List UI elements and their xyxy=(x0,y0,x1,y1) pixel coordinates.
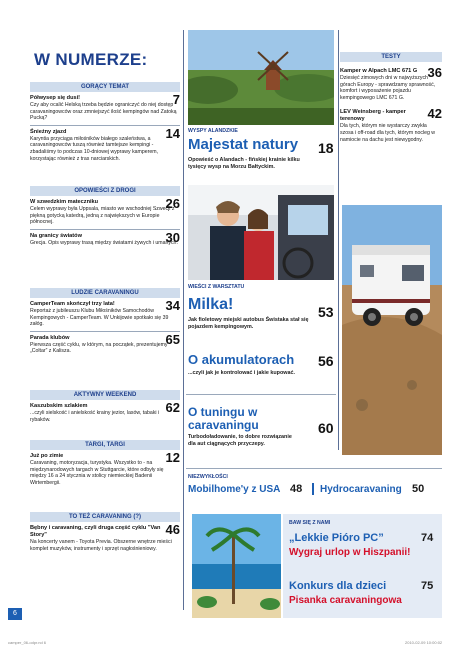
feature1-num: 18 xyxy=(318,140,334,156)
article-desc: Celem wyprawy była Uppsala, miasto we wschodniej Szwecji z piękną gotycką katedrą, jedną z największych w Europie północnej. xyxy=(30,206,175,226)
article-title: Na granicy światów xyxy=(30,232,82,239)
feature3-desc: ...czyli jak je kontrolować i jakie kupować. xyxy=(188,370,295,376)
article-title: Kaszubskim szlakiem xyxy=(30,403,88,409)
contest-box xyxy=(283,514,442,618)
section xyxy=(30,82,180,162)
tests-header: TESTY xyxy=(340,52,442,62)
test-desc: Dla tych, którym nie wystarczy zwykła szosa i off-road dla tych, którym nocleg w namiocie na dachu jest niewygodny. xyxy=(340,123,436,143)
article-item[interactable] xyxy=(30,92,180,126)
rule-misc xyxy=(186,468,442,469)
section-header: TARGI, TARGI xyxy=(30,440,180,450)
test-desc: Dziesięć zimowych dni w najwyższych górach Europy - sprawdzamy sprawność, komfort i wyposażenie pojazdu kempingowego LMC 671 G. xyxy=(340,75,436,101)
test-title: LEV Weinsberg - kamper terenowy xyxy=(340,109,406,123)
article-item[interactable] xyxy=(30,331,180,355)
article-page: 62 xyxy=(165,400,180,415)
misc-item1: Mobilhome'y z USA xyxy=(188,484,281,495)
article-item[interactable] xyxy=(30,522,180,552)
couple-photo xyxy=(188,185,334,280)
test-page: 42 xyxy=(427,106,442,122)
misc-divider xyxy=(312,483,314,495)
item-rule xyxy=(30,229,180,230)
article-desc: Na koncerty vanem - Toyota Previa. Obszerne wnętrze mieści komplet muzyków, instrumenty i sprzęt nagłośnieniowy. xyxy=(30,539,172,552)
section-header: GORĄCY TEMAT xyxy=(30,82,180,92)
article-desc: Karyntia przyciąga miłośników białego szaleństwa, a caravaningowców tuszą również tamtejsze kempingi - zbadaliśmy to podczas 10-dniowej wyprawy kamperem, korzystając również z tras narciarskich. xyxy=(30,135,159,162)
article-page: 7 xyxy=(172,92,180,107)
camper-photo xyxy=(342,205,442,455)
feature1-tag: WYSPY ALANDZKIE xyxy=(188,128,238,134)
article-item[interactable] xyxy=(30,125,180,162)
misc-item2: Hydrocaravaning xyxy=(320,484,402,495)
article-page: 34 xyxy=(165,298,180,313)
feature4-desc: Turbodoładowanie, to dobre rozwiązanie dla aut ciągnących przyczepy. xyxy=(188,434,292,447)
contest-tag: BAW SIĘ Z NAMI xyxy=(289,520,331,526)
article-page: 30 xyxy=(165,229,180,245)
item-rule xyxy=(30,125,180,126)
article-desc: Grecja. Opis wyprawy trasą między światami żywych i umarłych. xyxy=(30,239,178,246)
article-desc: Czy aby ocalić Helską trzeba będzie ograniczyć do niej dostęp caravaningowców oraz zmniejszyć ilość kempingów nad Zatoką Pucką? xyxy=(30,102,177,122)
article-desc: Caravaning, motoryzacja, turystyka. Wszystko to - na międzynarodowych targach w Stuttgarcie, które odbyły się między 16 a 24 stycznia w stolicy niemieckiej Badenii Wirtembergii. xyxy=(30,460,164,486)
section-header: LUDZIE CARAVANINGU xyxy=(30,288,180,298)
section-header: AKTYWNY WEEKEND xyxy=(30,390,180,400)
beach-photo xyxy=(192,514,281,618)
article-title: Bębny i caravaning, czyli druga część cyklu "Van Story" xyxy=(30,525,161,538)
article-title: CamperTeam skończył trzy lata! xyxy=(30,301,115,307)
article-page: 12 xyxy=(165,450,180,465)
article-item[interactable] xyxy=(30,229,180,247)
feature3-title: O akumulatorach xyxy=(188,352,295,367)
divider-left xyxy=(183,30,184,610)
section xyxy=(30,512,180,552)
section xyxy=(30,288,180,355)
contest-num1: 74 xyxy=(421,532,434,544)
contest-sub1: Wygraj urlop w Hiszpanii! xyxy=(289,547,411,558)
tests-column xyxy=(340,52,442,143)
article-page: 65 xyxy=(165,331,180,347)
section xyxy=(30,440,180,486)
main-title: W NUMERZE: xyxy=(34,50,148,69)
article-page: 46 xyxy=(165,522,180,537)
feature3-num: 56 xyxy=(318,353,334,369)
test-item[interactable] xyxy=(340,106,442,143)
footer-left: camper_06-odpr.nd 6 xyxy=(8,640,47,645)
article-title: Półwysep się dusi! xyxy=(30,95,81,101)
misc-num2: 50 xyxy=(412,483,425,495)
section xyxy=(30,186,180,246)
feature4-num: 60 xyxy=(318,420,334,436)
article-item[interactable] xyxy=(30,196,180,230)
article-item[interactable] xyxy=(30,400,180,423)
island-photo xyxy=(188,30,334,125)
article-item[interactable] xyxy=(30,298,180,332)
test-page: 36 xyxy=(427,65,442,80)
divider-right xyxy=(338,30,339,450)
test-item[interactable] xyxy=(340,65,442,101)
feature1-desc: Opowieść o Alandach - fińskiej krainie kilku tysięcy wysp na Morzu Bałtyckim. xyxy=(188,157,300,170)
feature2-title: Milka! xyxy=(188,296,234,313)
feature2-tag: WIEŚCI Z WARSZTATU xyxy=(188,284,245,290)
article-desc: Reportaż z jubileuszu Klubu Miłośników Samochodów Kempingowych - CamperTeam. W Unkijowie spotkało się 39 załóg. xyxy=(30,308,169,328)
misc-tag: NIEZWYKŁOŚCI xyxy=(188,474,228,480)
test-title: Kamper w Alpach LMC 671 G xyxy=(340,68,418,74)
footer-right: 2010-02-09 10:00:02 xyxy=(405,640,443,645)
misc-num1: 48 xyxy=(290,483,303,495)
rule-middle xyxy=(186,394,336,395)
section xyxy=(30,390,180,423)
article-desc: Pierwsza część cyklu, w którym, na początek, prezentujemy „Coltar” z Kalisza. xyxy=(30,341,168,355)
feature1-title: Majestat natury xyxy=(188,136,299,153)
article-desc: ...czyli sielskość i anielskość krainy jezior, lasów, tabaki i rybaków. xyxy=(30,410,160,423)
feature2-num: 53 xyxy=(318,304,334,320)
article-page: 26 xyxy=(165,196,180,211)
article-title: W szwedzkim mateczniku xyxy=(30,199,99,205)
feature4-title: O tuningu w caravaningu xyxy=(188,405,259,432)
feature2-desc: Jak fioletowy miejski autobus Świstaka stał się pojazdem kempingowym. xyxy=(188,317,309,330)
contest-title1: „Lekkie Pióro PC” xyxy=(289,532,384,544)
article-title: Już po zimie xyxy=(30,453,64,459)
article-title: Śnieżny zjazd xyxy=(30,128,67,135)
article-title: Parada klubów xyxy=(30,334,70,341)
contest-num2: 75 xyxy=(421,580,434,592)
article-page: 14 xyxy=(165,125,180,141)
item-rule xyxy=(30,331,180,332)
article-item[interactable] xyxy=(30,450,180,486)
contest-title2: Konkurs dla dzieci xyxy=(289,580,387,592)
tests-list xyxy=(340,65,442,143)
page-number: 6 xyxy=(8,608,22,620)
contest-sub2: Pisanka caravaningowa xyxy=(289,595,402,606)
section-header: TO TEŻ CARAVANING (?) xyxy=(30,512,180,522)
section-header: OPOWIEŚCI Z DROGI xyxy=(30,186,180,196)
